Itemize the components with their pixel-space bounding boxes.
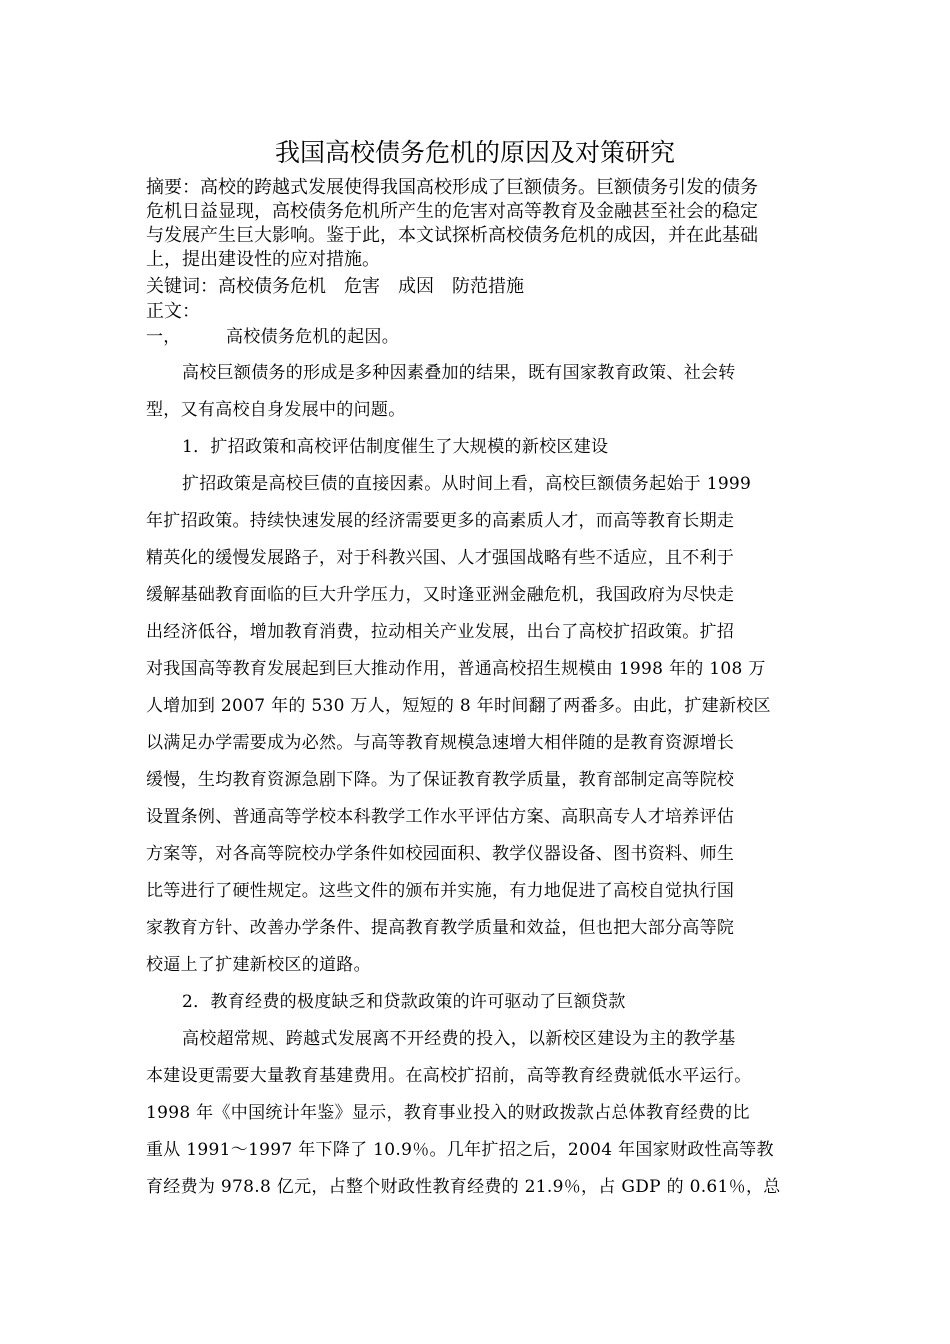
document-title: 我国高校债务危机的原因及对策研究	[274, 138, 675, 167]
section-heading	[146, 324, 806, 350]
body-line: 缓解基础教育面临的巨大升学压力，又时逢亚洲金融危机，我国政府为尽快走	[146, 585, 735, 605]
keyword-item: 危害	[344, 276, 380, 297]
body-line: 人增加到 2007 年的 530 万人，短短的 8 年时间翻了两番多。由此，扩建新校区	[146, 696, 771, 716]
body-line: 设置条例、普通高等学校本科教学工作水平评估方案、高职高专人才培养评估	[146, 807, 735, 827]
body-line: 对我国高等教育发展起到巨大推动作用，普通高校招生规模由 1998 年的 108 万	[146, 659, 766, 679]
body-line: 校逼上了扩建新校区的道路。	[146, 955, 371, 975]
body-line: 家教育方针、改善办学条件、提高教育教学质量和效益，但也把大部分高等院	[146, 918, 735, 938]
body-line: 本建设更需要大量教育基建费用。在高校扩招前，高等教育经费就低水平运行。	[146, 1066, 752, 1086]
abstract-line: 上，提出建设性的应对措施。	[146, 249, 380, 270]
body-line: 以满足办学需要成为必然。与高等教育规模急速增大相伴随的是教育资源增长	[146, 733, 735, 753]
subsection-heading: 1．扩招政策和高校评估制度催生了大规模的新校区建设	[182, 437, 609, 457]
body-line: 高校巨额债务的形成是多种因素叠加的结果，既有国家教育政策、社会转	[182, 363, 736, 383]
body-line: 缓慢，生均教育资源急剧下降。为了保证教育教学质量，教育部制定高等院校	[146, 770, 735, 790]
body-line: 高校超常规、跨越式发展离不开经费的投入，以新校区建设为主的教学基	[182, 1029, 736, 1049]
abstract-block	[146, 176, 816, 272]
keyword-item: 防范措施	[452, 276, 524, 297]
body-line: 出经济低谷，增加教育消费，拉动相关产业发展，出台了高校扩招政策。扩招	[146, 622, 735, 642]
section-title: 高校债务危机的起因。	[226, 327, 399, 347]
section-number: 一，	[146, 327, 181, 347]
abstract-line: 摘要：高校的跨越式发展使得我国高校形成了巨额债务。巨额债务引发的债务	[146, 177, 758, 198]
abstract-line: 与发展产生巨大影响。鉴于此，本文试探析高校债务危机的成因，并在此基础	[146, 225, 758, 246]
keyword-item: 成因	[398, 276, 434, 297]
body-line: 方案等，对各高等院校办学条件如校园面积、教学仪器设备、图书资料、师生	[146, 844, 735, 864]
body-line: 年扩招政策。持续快速发展的经济需要更多的高素质人才，而高等教育长期走	[146, 511, 735, 531]
body-text	[146, 355, 806, 1206]
keywords-label: 关键词：	[146, 276, 218, 297]
body-line: 重从 1991～1997 年下降了 10.9％。几年扩招之后，2004 年国家财政性高等教	[146, 1140, 774, 1160]
body-label: 正文：	[146, 301, 200, 322]
keywords-line	[146, 275, 816, 299]
abstract-line: 危机日益显现，高校债务危机所产生的危害对高等教育及金融甚至社会的稳定	[146, 201, 758, 222]
body-line: 精英化的缓慢发展路子，对于科教兴国、人才强国战略有些不适应，且不利于	[146, 548, 735, 568]
body-line: 比等进行了硬性规定。这些文件的颁布并实施，有力地促进了高校自觉执行国	[146, 881, 735, 901]
body-line: 育经费为 978.8 亿元，占整个财政性教育经费的 21.9％，占 GDP 的 0.61％，总	[146, 1177, 781, 1197]
keyword-item: 高校债务危机	[218, 276, 326, 297]
body-line: 1998 年《中国统计年鉴》显示，教育事业投入的财政拨款占总体教育经费的比	[146, 1103, 750, 1123]
subsection-heading: 2．教育经费的极度缺乏和贷款政策的许可驱动了巨额贷款	[182, 992, 626, 1012]
body-line: 扩招政策是高校巨债的直接因素。从时间上看，高校巨额债务起始于 1999	[182, 474, 752, 494]
body-line: 型，又有高校自身发展中的问题。	[146, 400, 406, 420]
